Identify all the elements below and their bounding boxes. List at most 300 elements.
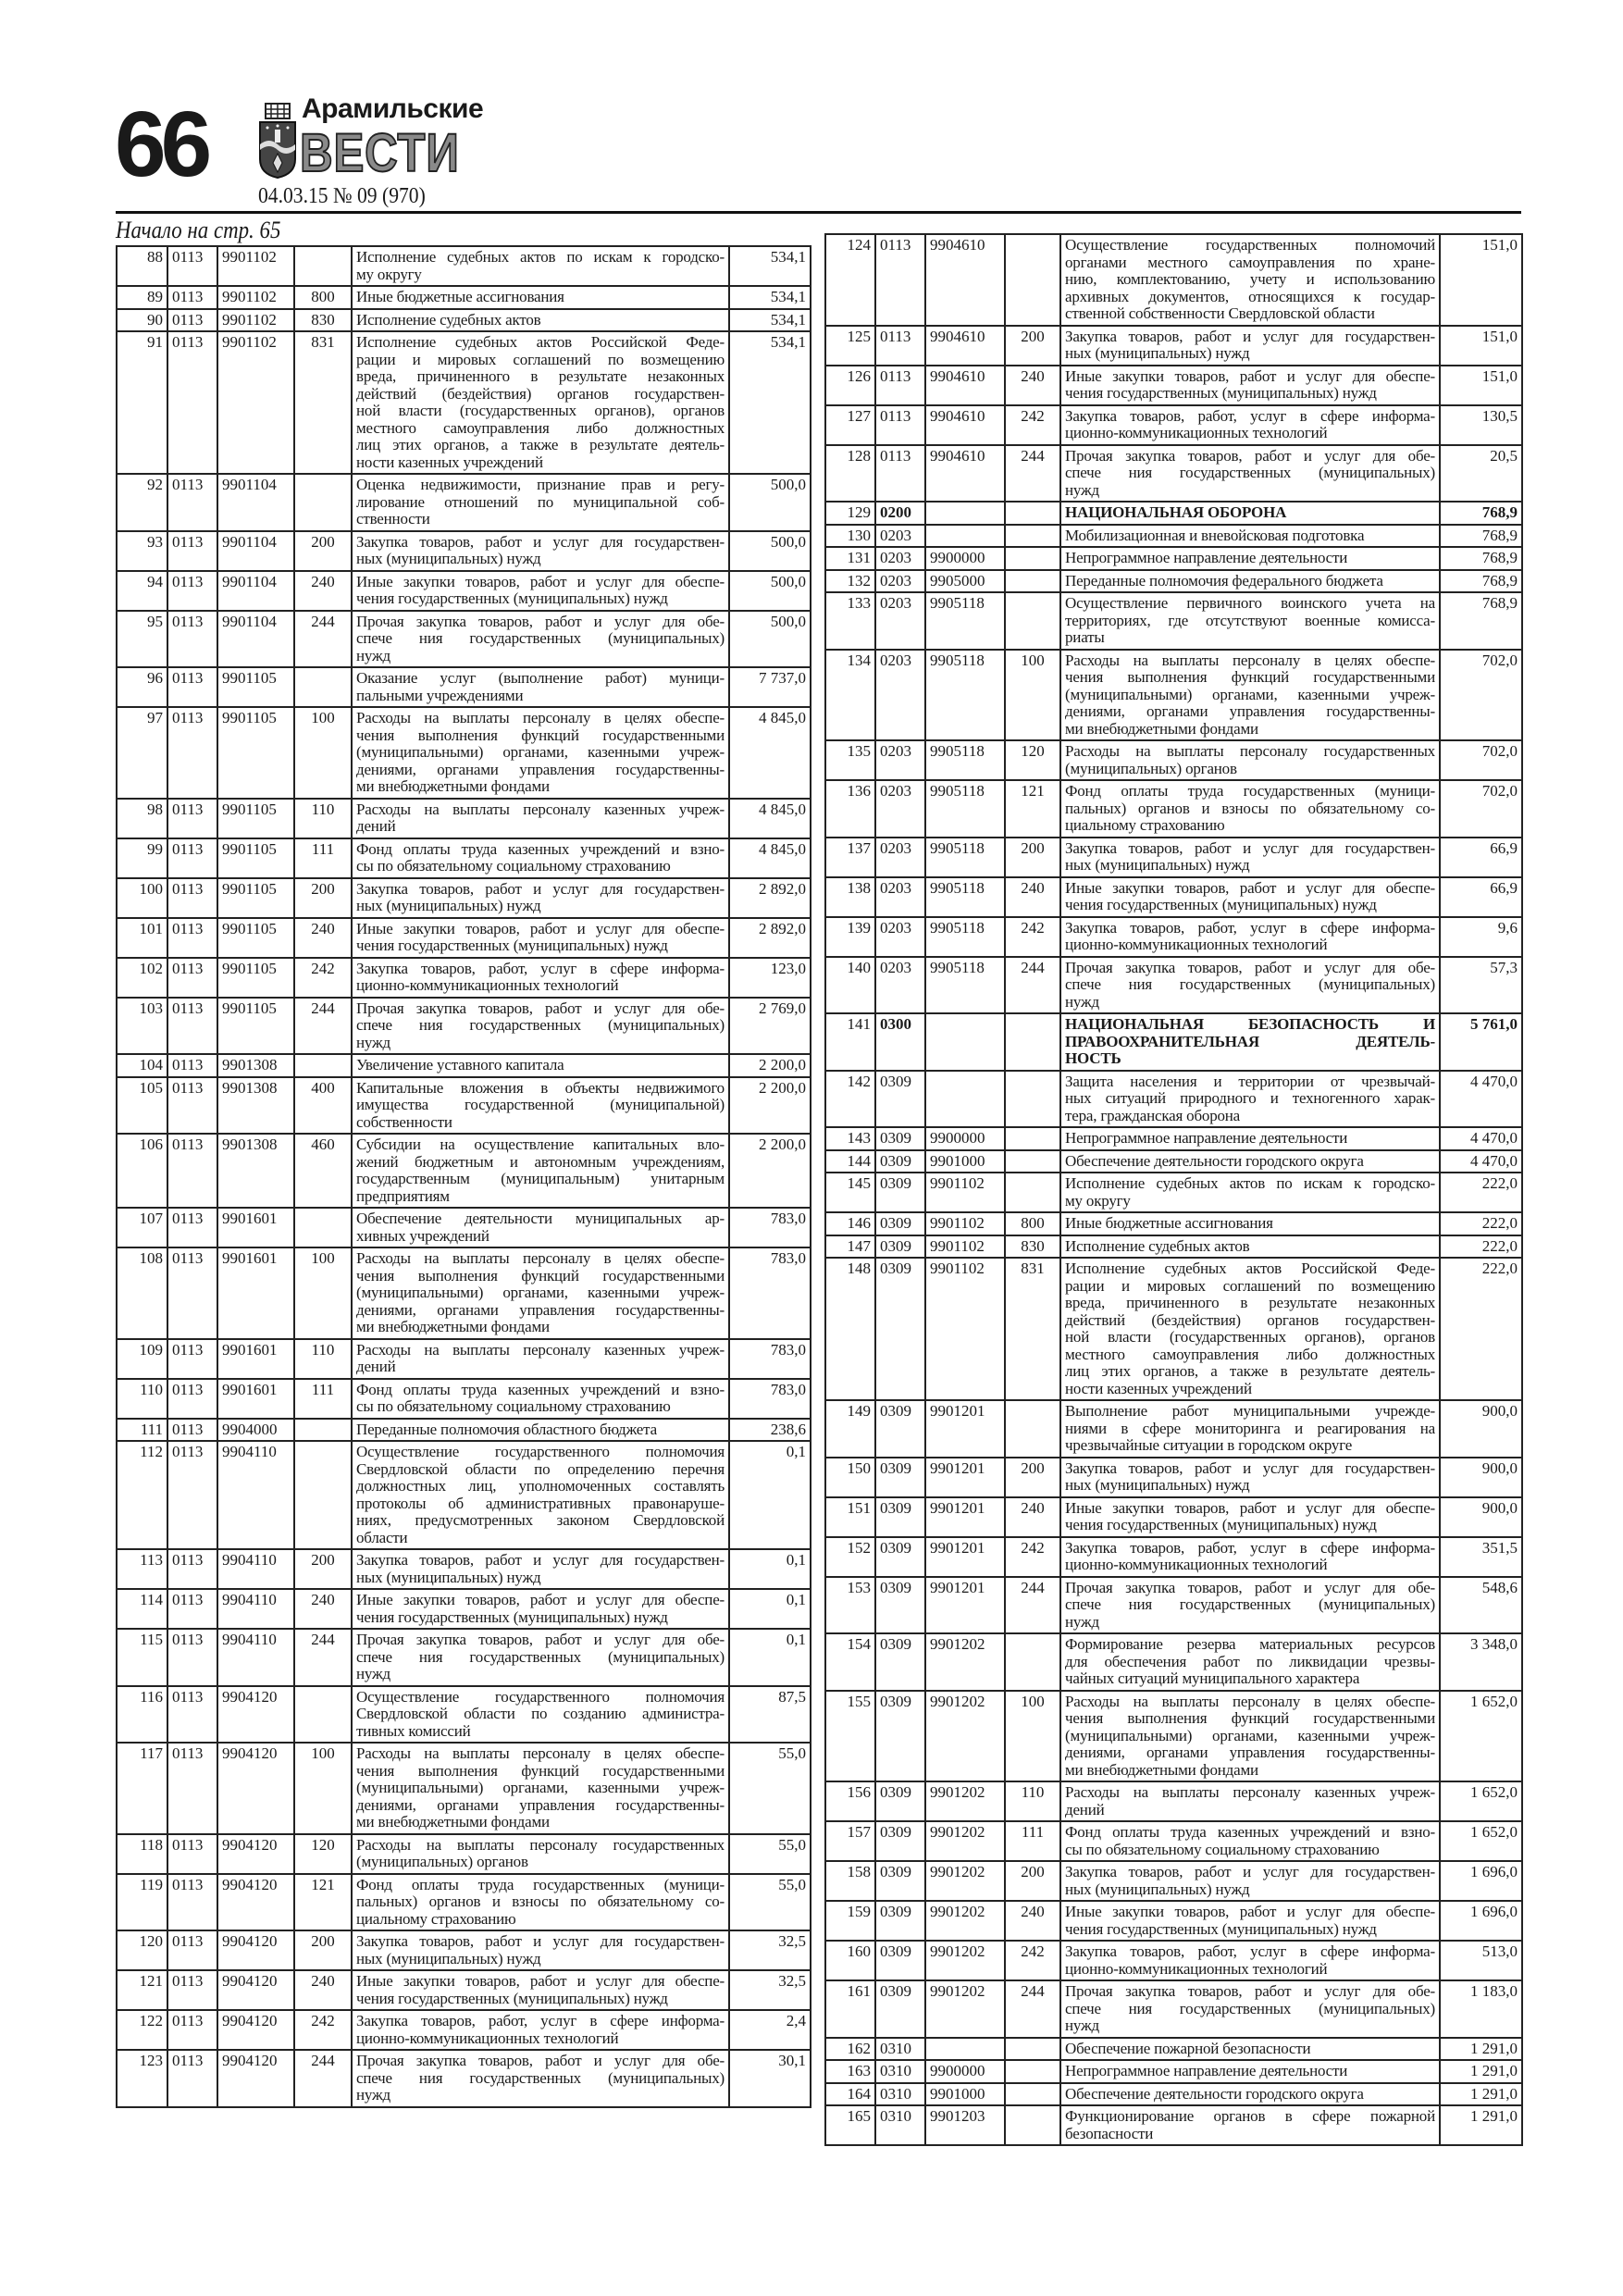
target-code [925, 1013, 1005, 1071]
description-line: Защита населения и территории от чрезвычай- [1065, 1073, 1435, 1090]
amount: 783,0 [729, 1339, 811, 1379]
table-row [825, 1258, 1522, 1400]
section-code: 0203 [875, 780, 925, 838]
expense-type: 120 [294, 1834, 352, 1874]
expense-type: 830 [1005, 1235, 1060, 1259]
target-code: 9901201 [925, 1458, 1005, 1497]
section-code: 0203 [875, 592, 925, 650]
description-line: Прочая закупка товаров, работ и услуг для обе- [1065, 1579, 1435, 1596]
description-line: ности казенных учреждений [356, 453, 543, 471]
description-line: ных ситуаций природного и техногенного харак- [1065, 1090, 1435, 1107]
amount: 30,1 [729, 2050, 811, 2107]
expense-type [1005, 2105, 1060, 2145]
expense-type [294, 1419, 352, 1442]
description-line: ных (муниципальных) нужд [1065, 1477, 1250, 1494]
section-code: 0309 [875, 1537, 925, 1577]
expense-type [1005, 1127, 1060, 1150]
expense-type: 240 [1005, 877, 1060, 917]
description-line: спече ния государственных (муниципальных) [1065, 976, 1435, 993]
amount: 783,0 [729, 1208, 811, 1247]
section-code: 0113 [167, 1247, 217, 1339]
row-number: 143 [825, 1127, 875, 1150]
header-divider [116, 211, 1521, 214]
row-number: 158 [825, 1861, 875, 1901]
section-code: 0113 [875, 366, 925, 405]
section-code: 0309 [875, 1821, 925, 1861]
amount: 1 183,0 [1440, 1980, 1522, 2038]
description-line: сы по обязательному социальному страхованию [1065, 1841, 1380, 1858]
description-line: чения выполнения функций государственными [1065, 1710, 1435, 1727]
row-number: 125 [825, 326, 875, 366]
description [1060, 366, 1440, 405]
description-line: ционно-коммуникационных технологий [1065, 937, 1328, 953]
description-line: Исполнение судебных актов Российской Феде- [1065, 1260, 1435, 1277]
table-row [825, 1821, 1522, 1861]
row-number: 147 [825, 1235, 875, 1259]
table-row [117, 1743, 811, 1834]
row-number: 148 [825, 1258, 875, 1400]
description [1060, 1861, 1440, 1901]
description-line: Прочая закупка товаров, работ и услуг для обе- [356, 613, 725, 630]
description-line: ниях, предусмотренных законом Свердловской [356, 1512, 725, 1529]
section-code: 0309 [875, 1980, 925, 2038]
description-line: Закупка товаров, работ, услуг в сфере информа- [1065, 407, 1435, 425]
expense-type: 242 [1005, 1537, 1060, 1577]
description [352, 2050, 729, 2107]
target-code: 9901104 [217, 531, 294, 571]
table-row [117, 958, 811, 998]
row-number: 117 [117, 1743, 167, 1834]
description-line: ми внебюджетными фондами [1065, 720, 1258, 738]
expense-type [1005, 1150, 1060, 1173]
expense-type [1005, 2083, 1060, 2106]
target-code: 9904610 [925, 445, 1005, 503]
amount: 768,9 [1440, 592, 1522, 650]
target-code [925, 502, 1005, 525]
description-line: нужд [356, 1666, 390, 1682]
table-row [825, 1235, 1522, 1259]
target-code: 9901104 [217, 571, 294, 611]
table-row [825, 1691, 1522, 1782]
section-code: 0113 [167, 1930, 217, 1970]
target-code [925, 525, 1005, 548]
table-row [825, 234, 1522, 326]
description [352, 571, 729, 611]
description-line: вреда, причиненного в результате незаконных [356, 368, 725, 385]
description [1060, 1150, 1440, 1173]
section-code: 0113 [167, 1743, 217, 1834]
expense-type [294, 474, 352, 531]
description-line: Закупка товаров, работ, услуг в сфере информа- [1065, 919, 1435, 937]
row-number: 161 [825, 1980, 875, 2038]
description-line: (муниципальными) органами, казенными учреж- [1065, 686, 1435, 703]
description-line: Непрограммное направление деятельности [1065, 1130, 1348, 1147]
description [352, 1834, 729, 1874]
amount: 500,0 [729, 531, 811, 571]
expense-type [1005, 1633, 1060, 1691]
row-number: 150 [825, 1458, 875, 1497]
section-code: 0113 [167, 918, 217, 958]
expense-type: 100 [1005, 1691, 1060, 1782]
section-code: 0113 [875, 234, 925, 326]
target-code: 9905118 [925, 650, 1005, 741]
description-line: циальному страхованию [356, 1910, 516, 1928]
row-number: 145 [825, 1173, 875, 1212]
description-line: (муниципальными) органами, казенными учреж- [1065, 1727, 1435, 1744]
table-row [117, 707, 811, 799]
description [1060, 1497, 1440, 1537]
section-code: 0300 [875, 1013, 925, 1071]
description-line: рации и мировых соглашений по возмещению [1065, 1277, 1435, 1295]
description [352, 799, 729, 838]
description-line: местного самоуправления либо должностных [356, 419, 725, 437]
table-row [825, 838, 1522, 877]
target-code: 9900000 [925, 2060, 1005, 2083]
target-code: 9905118 [925, 592, 1005, 650]
target-code: 9905118 [925, 780, 1005, 838]
description-line: нужд [356, 1034, 390, 1051]
description [1060, 1980, 1440, 2038]
description-line: Исполнение судебных актов [356, 311, 541, 329]
amount: 4 845,0 [729, 799, 811, 838]
table-row [825, 877, 1522, 917]
table-row [825, 366, 1522, 405]
description-line: Исполнение судебных актов [1065, 1237, 1250, 1255]
description-line: (муниципальными) органами, казенными учреж- [356, 1780, 725, 1796]
row-number: 134 [825, 650, 875, 741]
description-line: Расходы на выплаты персоналу в целях обеспе- [356, 1250, 725, 1267]
description-line: протоколы об административных правонаруше- [356, 1495, 725, 1512]
table-row [825, 740, 1522, 780]
amount: 123,0 [729, 958, 811, 998]
section-code: 0309 [875, 1400, 925, 1458]
expense-type: 240 [294, 1970, 352, 2010]
row-number: 106 [117, 1134, 167, 1208]
description [1060, 1458, 1440, 1497]
description-line: ных (муниципальных) нужд [356, 1569, 541, 1586]
description-line: дениями, органами управления государственны- [1065, 1744, 1435, 1761]
table-row [825, 592, 1522, 650]
row-number: 102 [117, 958, 167, 998]
description-line: ности казенных учреждений [1065, 1380, 1252, 1397]
table-row [825, 525, 1522, 548]
description [1060, 502, 1440, 525]
row-number: 109 [117, 1339, 167, 1379]
description-line: Прочая закупка товаров, работ и услуг для обе- [356, 1632, 725, 1648]
description-line: дений [1065, 1801, 1105, 1818]
description-line: чения государственных (муниципальных) нужд [356, 1990, 668, 2007]
row-number: 140 [825, 957, 875, 1014]
description-line: ПРАВООХРАНИТЕЛЬНАЯ ДЕЯТЕЛЬ- [1065, 1033, 1435, 1050]
description-line: ми внебюджетными фондами [356, 1319, 550, 1335]
row-number: 116 [117, 1686, 167, 1744]
amount: 1 291,0 [1440, 2105, 1522, 2145]
description [352, 918, 729, 958]
description-line: ционно-коммуникационных технологий [356, 2029, 619, 2047]
row-number: 101 [117, 918, 167, 958]
table-row [825, 1497, 1522, 1537]
section-code: 0113 [167, 331, 217, 474]
table-row [825, 1577, 1522, 1634]
description-line: спече ния государственных (муниципальных) [1065, 1596, 1435, 1613]
description [1060, 592, 1440, 650]
expense-type: 110 [1005, 1781, 1060, 1821]
description [352, 1549, 729, 1589]
brand-subtitle: Арамильские [302, 93, 484, 124]
description [1060, 547, 1440, 570]
target-code: 9901202 [925, 1941, 1005, 1980]
target-code: 9901102 [217, 331, 294, 474]
row-number: 133 [825, 592, 875, 650]
section-code: 0203 [875, 838, 925, 877]
section-code: 0203 [875, 650, 925, 741]
description-line: Расходы на выплаты персоналу государственных [356, 1836, 725, 1854]
row-number: 95 [117, 611, 167, 668]
section-code: 0113 [167, 998, 217, 1055]
description-line: спече ния государственных (муниципальных) [356, 630, 725, 647]
amount: 900,0 [1440, 1458, 1522, 1497]
section-code: 0309 [875, 1901, 925, 1941]
description-line: нужд [356, 647, 390, 664]
table-row [117, 2010, 811, 2050]
expense-type [1005, 2038, 1060, 2061]
row-number: 131 [825, 547, 875, 570]
description-line: Иные закупки товаров, работ и услуг для обеспе- [356, 573, 725, 590]
expense-type [1005, 570, 1060, 593]
row-number: 157 [825, 1821, 875, 1861]
description-line: НАЦИОНАЛЬНАЯ ОБОРОНА [1065, 504, 1287, 521]
description-line: Осуществление государственного полномочия [356, 1688, 725, 1706]
row-number: 153 [825, 1577, 875, 1634]
description-line: пальных) органов и взносы по обязательному со- [356, 1893, 725, 1910]
target-code: 9904110 [217, 1589, 294, 1629]
description-line: Иные закупки товаров, работ и услуг для обеспе- [1065, 879, 1435, 897]
description-line: Иные закупки товаров, работ и услуг для обеспе- [356, 920, 725, 937]
target-code [925, 2038, 1005, 2061]
amount: 2 200,0 [729, 1134, 811, 1208]
description-line: дениями, органами управления государственны- [356, 1301, 725, 1319]
expense-type: 121 [1005, 780, 1060, 838]
amount: 222,0 [1440, 1173, 1522, 1212]
row-number: 127 [825, 405, 875, 445]
section-code: 0310 [875, 2083, 925, 2106]
description-line: Закупка товаров, работ, услуг в сфере информа- [1065, 1943, 1435, 1960]
description-line: Иные закупки товаров, работ и услуг для обеспе- [1065, 1904, 1435, 1920]
target-code: 9901105 [217, 878, 294, 918]
description-line: ционно-коммуникационных технологий [1065, 1960, 1328, 1978]
target-code: 9905118 [925, 838, 1005, 877]
description [1060, 570, 1440, 593]
description-line: ных (муниципальных) нужд [1065, 345, 1250, 362]
description-line: государственным (муниципальным) унитарным [356, 1171, 725, 1187]
target-code: 9905000 [925, 570, 1005, 593]
target-code: 9904120 [217, 1930, 294, 1970]
target-code: 9904120 [217, 2010, 294, 2050]
row-number: 120 [117, 1930, 167, 1970]
expense-type: 460 [294, 1134, 352, 1208]
row-number: 105 [117, 1077, 167, 1135]
description [352, 958, 729, 998]
description-line: Закупка товаров, работ, услуг в сфере информа- [356, 2013, 725, 2029]
description [352, 309, 729, 332]
description-line: действий (бездействия) органов государствен- [356, 385, 725, 403]
description-line: (муниципальными) органами, казенными учреж- [356, 744, 725, 761]
description [1060, 740, 1440, 780]
expense-type: 244 [294, 1629, 352, 1686]
amount: 1 652,0 [1440, 1821, 1522, 1861]
table-row [117, 918, 811, 958]
description-line: ных (муниципальных) нужд [356, 551, 541, 567]
description-line: должностных лиц, уполномоченных составлять [356, 1478, 725, 1495]
description-line: сы по обязательному социальному страхованию [356, 1398, 671, 1415]
description [352, 707, 729, 799]
table-row [117, 878, 811, 918]
row-number: 160 [825, 1941, 875, 1980]
amount: 768,9 [1440, 570, 1522, 593]
description-line: ных (муниципальных) нужд [356, 898, 541, 914]
description-line: хивных учреждений [356, 1227, 489, 1245]
table-row [825, 1941, 1522, 1980]
page-number: 66 [115, 93, 207, 196]
table-row [117, 1930, 811, 1970]
expense-type [294, 1054, 352, 1077]
target-code: 9901201 [925, 1497, 1005, 1537]
expense-type [1005, 525, 1060, 548]
section-code: 0309 [875, 1235, 925, 1259]
section-code: 0113 [875, 326, 925, 366]
target-code: 9901308 [217, 1054, 294, 1077]
section-code: 0309 [875, 1458, 925, 1497]
row-number: 156 [825, 1781, 875, 1821]
target-code: 9901105 [217, 707, 294, 799]
description [1060, 445, 1440, 503]
description [352, 1686, 729, 1744]
description [352, 1379, 729, 1419]
row-number: 126 [825, 366, 875, 405]
description [1060, 1258, 1440, 1400]
table-row [825, 780, 1522, 838]
section-code: 0309 [875, 1258, 925, 1400]
amount: 2 769,0 [729, 998, 811, 1055]
section-code: 0113 [167, 1339, 217, 1379]
table-row [117, 1419, 811, 1442]
description-line: Закупка товаров, работ и услуг для государствен- [1065, 328, 1435, 345]
target-code: 9904110 [217, 1441, 294, 1549]
target-code: 9904120 [217, 1686, 294, 1744]
description-line: органами местного самоуправления по хране- [1065, 254, 1435, 271]
section-code: 0113 [167, 1549, 217, 1589]
row-number: 99 [117, 838, 167, 878]
row-number: 162 [825, 2038, 875, 2061]
description-line: Оказание услуг (выполнение работ) муници- [356, 670, 725, 687]
section-code: 0113 [167, 2050, 217, 2107]
expense-type: 244 [1005, 957, 1060, 1014]
target-code: 9901601 [217, 1247, 294, 1339]
amount: 1 291,0 [1440, 2083, 1522, 2106]
target-code: 9901102 [217, 309, 294, 332]
expense-type: 110 [294, 1339, 352, 1379]
row-number: 97 [117, 707, 167, 799]
description-line: дений [356, 1359, 396, 1375]
amount: 151,0 [1440, 326, 1522, 366]
amount: 548,6 [1440, 1577, 1522, 1634]
target-code: 9904610 [925, 234, 1005, 326]
target-code: 9901000 [925, 1150, 1005, 1173]
expense-type: 242 [294, 958, 352, 998]
section-code: 0113 [167, 1834, 217, 1874]
section-code: 0113 [167, 611, 217, 668]
section-code: 0310 [875, 2038, 925, 2061]
description-line: чения государственных (муниципальных) нужд [1065, 897, 1377, 913]
description [1060, 1691, 1440, 1782]
description [1060, 1071, 1440, 1128]
description [1060, 2060, 1440, 2083]
table-row [825, 917, 1522, 957]
description-line: тера, гражданская оборона [1065, 1107, 1241, 1124]
target-code: 9904120 [217, 1834, 294, 1874]
description [352, 286, 729, 309]
expense-type [1005, 547, 1060, 570]
description [1060, 957, 1440, 1014]
target-code: 9901105 [217, 958, 294, 998]
table-row [117, 531, 811, 571]
description [352, 1629, 729, 1686]
row-number: 132 [825, 570, 875, 593]
expense-type: 200 [1005, 326, 1060, 366]
description-line: чения выполнения функций государственными [356, 726, 725, 744]
description-line: Прочая закупка товаров, работ и услуг для обе- [356, 999, 725, 1017]
description-line: Закупка товаров, работ и услуг для государствен- [356, 1552, 725, 1569]
table-row [825, 547, 1522, 570]
description-line: лиц этих органов, а также в результате деятель- [1065, 1363, 1435, 1380]
row-number: 88 [117, 246, 167, 286]
amount: 7 737,0 [729, 667, 811, 707]
description [1060, 405, 1440, 445]
table-row [825, 1173, 1522, 1212]
target-code: 9901202 [925, 1861, 1005, 1901]
row-number: 154 [825, 1633, 875, 1691]
section-code: 0309 [875, 1861, 925, 1901]
description [352, 246, 729, 286]
target-code: 9901102 [925, 1258, 1005, 1400]
description-line: Закупка товаров, работ и услуг для государствен- [1065, 839, 1435, 857]
table-row [117, 838, 811, 878]
section-code: 0113 [167, 958, 217, 998]
amount: 87,5 [729, 1686, 811, 1744]
section-code: 0309 [875, 1150, 925, 1173]
description-line: Расходы на выплаты персоналу в целях обеспе- [1065, 652, 1435, 669]
row-number: 164 [825, 2083, 875, 2106]
description [352, 1247, 729, 1339]
target-code: 9901102 [925, 1173, 1005, 1212]
table-row [825, 502, 1522, 525]
amount: 0,1 [729, 1629, 811, 1686]
description-line: Осуществление первичного воинского учета на [1065, 595, 1435, 612]
amount: 4 845,0 [729, 838, 811, 878]
amount: 32,5 [729, 1930, 811, 1970]
target-code: 9901102 [925, 1235, 1005, 1259]
description-line: Закупка товаров, работ и услуг для государствен- [1065, 1459, 1435, 1477]
description-line: Расходы на выплаты персоналу в целях обеспе- [356, 1745, 725, 1762]
target-code: 9901105 [217, 799, 294, 838]
amount: 1 291,0 [1440, 2038, 1522, 2061]
amount: 2 200,0 [729, 1077, 811, 1135]
expense-type: 200 [294, 878, 352, 918]
description-line: му округу [1065, 1192, 1131, 1210]
table-row [117, 1134, 811, 1208]
section-code: 0200 [875, 502, 925, 525]
row-number: 89 [117, 286, 167, 309]
